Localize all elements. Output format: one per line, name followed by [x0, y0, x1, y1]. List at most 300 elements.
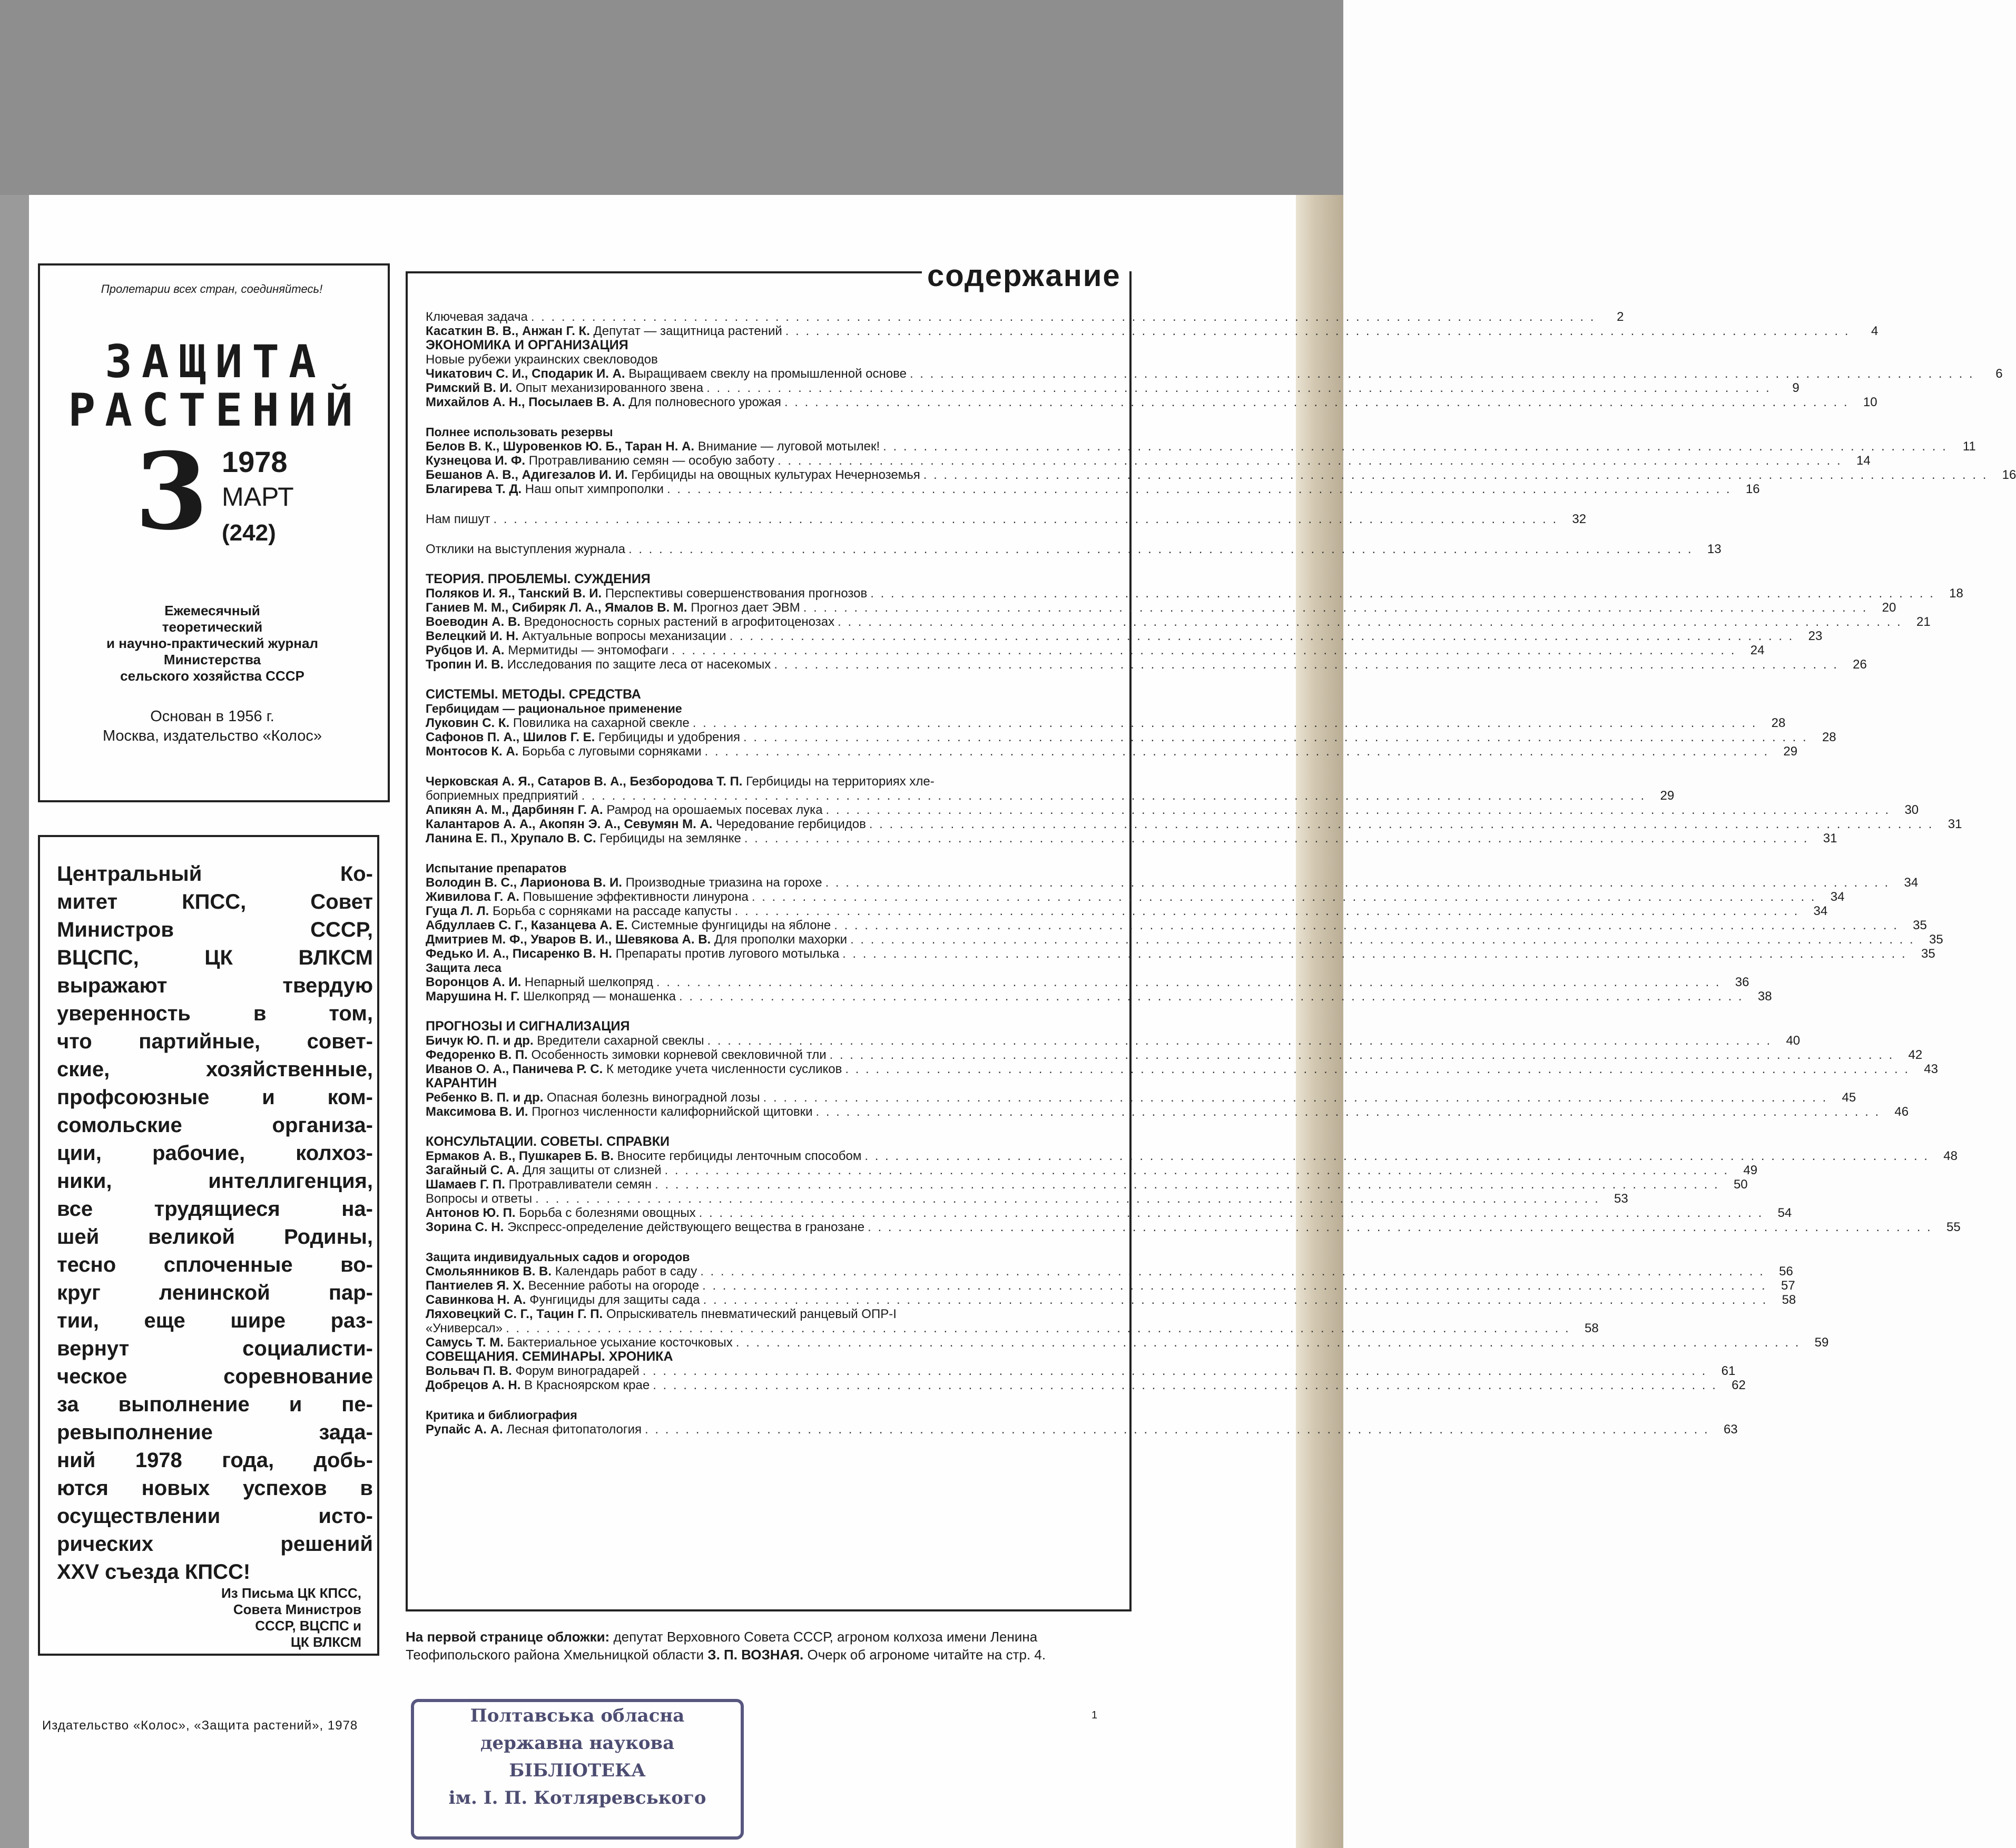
description-line: сельского хозяйства СССР [120, 668, 304, 684]
toc-entry-text [426, 439, 880, 454]
toc-leader-dots [535, 1192, 1600, 1206]
toc-subheading: Новые рубежи украинских свекловодов [426, 352, 658, 367]
toc-entry-title: Исследования по защите леса от насекомых [507, 657, 771, 672]
toc-entry [426, 643, 1765, 657]
toc-page-number: 16 [1745, 482, 1760, 496]
toc-entry-text [426, 1206, 696, 1220]
toc-entry-title: К методике учета численности сусликов [606, 1062, 842, 1076]
toc-entry-authors: Шамаев Г. П. [426, 1177, 505, 1192]
toc-leader-dots [653, 1378, 1717, 1392]
toc-entry [426, 482, 1760, 496]
appeal-line: тии, еще шире раз- [57, 1309, 373, 1332]
library-stamp [411, 1699, 744, 1840]
toc-entry-title: Отклики на выступления журнала [426, 542, 625, 556]
toc-entry [426, 1293, 1796, 1307]
toc-entry-title: Особенность зимовки корневой свекловичной тли [531, 1048, 827, 1062]
toc-leader-dots [706, 381, 1771, 395]
toc-entry-title: Мермитиды — энтомофаги [508, 643, 668, 657]
toc-entry [426, 876, 1919, 890]
toc-page-number: 2 [1617, 310, 1624, 324]
toc-page-number: 63 [1723, 1422, 1738, 1437]
toc-entry [426, 1279, 1795, 1293]
toc-entry [426, 324, 1879, 338]
toc-entry [426, 1321, 1599, 1335]
toc-gap [426, 1392, 1105, 1408]
toc-entry-authors: Смольянников В. В. [426, 1264, 552, 1279]
toc-page-number: 57 [1781, 1279, 1795, 1293]
toc-entry [426, 629, 1823, 643]
toc-page-number: 45 [1842, 1090, 1856, 1105]
toc-entry-text [426, 1378, 650, 1392]
toc-entry [426, 789, 1675, 803]
toc-leader-dots [693, 716, 1757, 730]
toc-entry-title: Перспективы совершенствования прогнозов [605, 586, 868, 601]
issue-month: МАРТ [222, 482, 294, 512]
toc-entry-text [426, 643, 668, 657]
toc-page-number: 61 [1721, 1364, 1736, 1378]
toc-entry [426, 1149, 1958, 1163]
toc-entry [426, 1177, 1748, 1192]
toc-leader-dots [700, 1264, 1765, 1279]
toc-leader-dots [864, 1149, 1929, 1163]
appeal-line: ВЦСПС, ЦК ВЛКСМ [57, 946, 373, 969]
toc-leader-dots [531, 310, 1596, 324]
toc-gap [426, 496, 1105, 512]
toc-leader-dots [868, 1220, 1932, 1234]
appeal-line: уверенность в том, [57, 1002, 373, 1025]
cover-note-text: депутат Верховного Совета СССР, агроном колхоза имени Ленина Теофипольского района Хмельницкой области [406, 1629, 1038, 1663]
toc-entry [426, 904, 1828, 918]
table-of-contents [426, 310, 2016, 1437]
toc-page-number: 4 [1871, 324, 1879, 338]
toc-leader-dots [645, 1422, 1709, 1437]
toc-entry-title: Опыт механизированного звена [516, 381, 704, 395]
toc-entry-title: Гербициды на территориях хле- [746, 774, 935, 789]
toc-entry-text [426, 1307, 897, 1321]
toc-entry-authors: Загайный С. А. [426, 1163, 519, 1177]
appeal-line: рических решений [57, 1532, 373, 1556]
appeal-line: XXV съезда КПСС! [57, 1560, 251, 1584]
toc-entry-title: Повилика на сахарной свекле [513, 716, 690, 730]
toc-gap [426, 409, 1105, 425]
toc-entry-text [426, 586, 867, 601]
appeal-source-line: Совета Министров [233, 1601, 361, 1617]
appeal-line: Министров СССР, [57, 918, 373, 941]
toc-leader-dots [735, 904, 1799, 918]
toc-page-number: 43 [1924, 1062, 1938, 1076]
toc-entry-title: Препараты против лугового мотылька [615, 947, 840, 961]
toc-entry [426, 890, 1845, 904]
toc-leader-dots [730, 629, 1794, 643]
toc-leader-dots [816, 1105, 1881, 1119]
toc-entry-authors: Федоренко В. П. [426, 1048, 528, 1062]
toc-leader-dots [834, 918, 1899, 932]
toc-entry-text [426, 1293, 700, 1307]
toc-leader-dots [656, 975, 1721, 989]
toc-entry-text [426, 367, 907, 381]
toc-leader-dots [703, 1293, 1768, 1307]
toc-entry-authors: Благирева Т. Д. [426, 482, 522, 496]
toc-page-number: 58 [1782, 1293, 1796, 1307]
toc-entry-text [426, 1335, 733, 1350]
toc-entry-text [426, 1048, 827, 1062]
toc-gap [426, 526, 1105, 542]
toc-subsection-heading: Критика и библиография [426, 1408, 577, 1422]
toc-entry-authors: Луковин С. К. [426, 716, 510, 730]
toc-entry-title: Гербициды на землянке [599, 831, 741, 846]
toc-page-number: 29 [1660, 789, 1675, 803]
toc-leader-dots [628, 542, 1693, 556]
toc-page-number: 31 [1948, 817, 1962, 831]
toc-page-number: 50 [1733, 1177, 1748, 1192]
toc-entry-authors: Михайлов А. Н., Посылаев В. А. [426, 395, 625, 409]
scan-left-edge [0, 195, 29, 1848]
toc-page-number: 29 [1783, 744, 1798, 759]
toc-entry-title: Вредители сахарной свеклы [537, 1034, 704, 1048]
toc-entry [426, 975, 1749, 989]
toc-leader-dots [494, 512, 1558, 526]
stamp-line: БІБЛІОТЕКА [509, 1760, 646, 1781]
toc-page-number: 28 [1771, 716, 1786, 730]
appeal-line: ются новых успехов в [57, 1477, 373, 1500]
toc-entry-text [426, 542, 625, 556]
journal-title-line1: ЗАЩИТА [105, 336, 326, 388]
toc-entry [426, 1163, 1758, 1177]
toc-leader-dots [582, 789, 1646, 803]
toc-entry [426, 947, 1935, 961]
toc-page-number: 35 [1913, 918, 1927, 932]
appeal-source-line: Из Письма ЦК КПСС, [221, 1585, 361, 1601]
toc-entry [426, 989, 1772, 1004]
cover-note-label: На первой странице обложки: [406, 1629, 610, 1645]
toc-entry-title: Внимание — луговой мотылек! [697, 439, 880, 454]
toc-entry-title: Вредоносность сорных растений в агрофитоценозах [524, 615, 835, 629]
founded-year: Основан в 1956 г. [150, 708, 274, 725]
toc-page-number: 32 [1572, 512, 1587, 526]
toc-leader-dots [803, 601, 1868, 615]
toc-subsection-heading: Защита индивидуальных садов и огородов [426, 1250, 690, 1264]
appeal-line: профсоюзные и ком- [57, 1086, 373, 1109]
toc-page-number: 34 [1830, 890, 1845, 904]
toc-entry-text [426, 904, 732, 918]
toc-entry-text [426, 789, 578, 803]
toc-entry-text [426, 1422, 642, 1437]
toc-entry-title: Актуальные вопросы механизации [522, 629, 726, 643]
toc-entry-text [426, 454, 774, 468]
toc-entry-authors: Ганиев М. М., Сибиряк Л. А., Ямалов В. М. [426, 601, 687, 615]
toc-entry [426, 395, 1877, 409]
toc-gap [426, 556, 1105, 572]
toc-entry-text [426, 310, 528, 324]
toc-entry-text [426, 932, 847, 947]
toc-entry-text [426, 716, 690, 730]
toc-entry-title: Гербициды и удобрения [598, 730, 741, 744]
toc-leader-dots [707, 1034, 1772, 1048]
appeal-line: тесно сплоченные во- [57, 1253, 373, 1276]
toc-entry-text [426, 482, 664, 496]
toc-entry-authors: Поляков И. Я., Танский В. И. [426, 586, 602, 601]
toc-entry-title: Лесная фитопатология [506, 1422, 642, 1437]
toc-entry-authors: Марушина Н. Г. [426, 989, 520, 1004]
toc-entry-authors: Самусь Т. М. [426, 1335, 504, 1350]
toc-entry-title: Форум виноградарей [515, 1364, 640, 1378]
toc-gap [426, 1119, 1105, 1135]
toc-page-number: 59 [1814, 1335, 1829, 1350]
toc-entry-text [426, 1264, 697, 1279]
appeal-box [38, 835, 379, 1656]
appeal-line: выражают твердую [57, 974, 373, 997]
toc-entry-title: Системные фунгициды на яблоне [631, 918, 831, 932]
toc-entry-text [426, 803, 823, 817]
toc-entry [426, 1105, 1909, 1119]
toc-entry-text [426, 468, 920, 482]
toc-entry-authors: Иванов О. А., Паничева Р. С. [426, 1062, 603, 1076]
appeal-line: круг ленинской пар- [57, 1281, 373, 1304]
toc-entry-authors: Бичук Ю. П. и др. [426, 1034, 534, 1048]
toc-entry-text [426, 1364, 640, 1378]
toc-leader-dots [826, 803, 1891, 817]
toc-entry [426, 817, 1962, 831]
appeal-line: ские, хозяйственные, [57, 1058, 373, 1081]
toc-entry-authors: Калантаров А. А., Акопян Э. А., Севумян М. А. [426, 817, 713, 831]
toc-entry [426, 439, 1976, 454]
toc-entry [426, 454, 1871, 468]
toc-entry-title: Гербициды на овощных культурах Нечерноземья [631, 468, 920, 482]
appeal-line: все трудящиеся на- [57, 1197, 373, 1221]
toc-entry [426, 1034, 1801, 1048]
toc-section-heading: СИСТЕМЫ. МЕТОДЫ. СРЕДСТВА [426, 687, 641, 702]
toc-page-number: 58 [1584, 1321, 1599, 1335]
toc-leader-dots [923, 468, 1988, 482]
toc-entry-text [426, 657, 771, 672]
toc-entry-authors: Зорина С. Н. [426, 1220, 504, 1234]
toc-entry-title: Бактериальное усыхание косточковых [507, 1335, 733, 1350]
toc-entry [426, 615, 1931, 629]
toc-leader-dots [910, 367, 1974, 381]
founded-info [40, 707, 385, 746]
toc-subsection-heading: Гербицидам — рациональное применение [426, 702, 682, 715]
toc-entry-authors: Рупайс А. А. [426, 1422, 503, 1437]
toc-page-number: 6 [1995, 367, 2003, 381]
toc-leader-dots [702, 1279, 1767, 1293]
toc-page-number: 10 [1863, 395, 1877, 409]
toc-entry-text [426, 947, 839, 961]
toc-page-number: 42 [1908, 1048, 1923, 1062]
description-line: теоретический [162, 619, 263, 635]
toc-entry-authors: Тропин И. В. [426, 657, 504, 672]
toc-leader-dots [830, 1048, 1894, 1062]
toc-entry [426, 1364, 1736, 1378]
toc-entry-authors: Римский В. И. [426, 381, 513, 395]
toc-entry-title: Вопросы и ответы [426, 1192, 533, 1206]
toc-entry-text [426, 989, 676, 1004]
toc-entry [426, 831, 1837, 846]
toc-entry [426, 1378, 1746, 1392]
toc-entry [426, 1422, 1738, 1437]
toc-entry-text [426, 1105, 813, 1119]
toc-entry-authors: Вольвач П. В. [426, 1364, 512, 1378]
toc-entry-title: Для прополки махорки [714, 932, 848, 947]
toc-entry-title: В Красноярском крае [524, 1378, 650, 1392]
toc-entry-text [426, 601, 800, 615]
toc-gap [426, 759, 1105, 774]
issue-total: (242) [222, 520, 276, 546]
toc-page-number: 62 [1732, 1378, 1746, 1392]
appeal-line: за выполнение и пе- [57, 1393, 373, 1416]
toc-entry [426, 1307, 1105, 1321]
appeal-line: ники, интеллигенция, [57, 1169, 373, 1193]
toc-entry-authors: Ребенко В. П. и др. [426, 1090, 544, 1105]
toc-entry-title: Борьба с луговыми сорняками [522, 744, 702, 759]
toc-leader-dots [870, 586, 1935, 601]
toc-leader-dots [672, 643, 1736, 657]
toc-entry-text [426, 831, 741, 846]
toc-entry-text [426, 629, 726, 643]
toc-entry-text [426, 744, 702, 759]
toc-entry [426, 1264, 1793, 1279]
toc-entry [426, 1192, 1628, 1206]
toc-leader-dots [679, 989, 1744, 1004]
toc-entry-authors: Бешанов А. В., Адигезалов И. И. [426, 468, 628, 482]
toc-entry-title: Выращиваем свеклу на промышленной основе [628, 367, 907, 381]
toc-entry-authors: Володин В. С., Ларионова В. И. [426, 876, 622, 890]
toc-entry [426, 601, 1896, 615]
toc-entry-text [426, 975, 653, 989]
toc-entry-text [426, 395, 781, 409]
toc-entry-authors: Добрецов А. Н. [426, 1378, 521, 1392]
toc-entry-title: Весенние работы на огороде [528, 1279, 700, 1293]
toc-leader-dots [664, 1163, 1729, 1177]
toc-page-number: 36 [1735, 975, 1749, 989]
toc-entry-text [426, 876, 822, 890]
toc-entry-text [426, 730, 740, 744]
toc-gap [426, 846, 1105, 861]
issue-year: 1978 [222, 445, 288, 478]
toc-page-number: 46 [1894, 1105, 1909, 1119]
toc-entry-authors: Касаткин В. В., Анжан Г. К. [426, 324, 590, 338]
toc-subsection-heading: Полнее использовать резервы [426, 425, 613, 439]
toc-entry [426, 1048, 1923, 1062]
toc-entry [426, 716, 1786, 730]
cover-note-tail: Очерк об агрономе читайте на стр. 4. [807, 1647, 1046, 1663]
toc-entry-text [426, 1163, 661, 1177]
appeal-source-line: ЦК ВЛКСМ [290, 1634, 361, 1650]
toc-section-heading: ТЕОРИЯ. ПРОБЛЕМЫ. СУЖДЕНИЯ [426, 572, 651, 586]
toc-entry-authors: Белов В. К., Шуровенков Ю. Б., Таран Н. А. [426, 439, 695, 454]
publisher: Москва, издательство «Колос» [102, 728, 322, 744]
toc-entry-title: Повышение эффективности линурона [523, 890, 749, 904]
toc-entry-authors: Монтосов К. А. [426, 744, 519, 759]
toc-leader-dots [752, 890, 1816, 904]
toc-leader-dots [785, 324, 1850, 338]
toc-leader-dots [763, 1090, 1828, 1105]
toc-page-number: 20 [1882, 601, 1896, 615]
toc-entry [426, 1335, 1829, 1350]
toc-leader-dots [506, 1321, 1570, 1335]
toc-entry [426, 657, 1867, 672]
toc-entry-authors: Воронцов А. И. [426, 975, 522, 989]
toc-page-number: 21 [1916, 615, 1931, 629]
toc-entry-authors: Абдуллаев С. Г., Казанцева А. Е. [426, 918, 628, 932]
toc-leader-dots [845, 1062, 1910, 1076]
toc-entry-title: Наш опыт химпрополки [525, 482, 664, 496]
toc-entry-authors: Апикян А. М., Дарбинян Г. А. [426, 803, 603, 817]
toc-entry-text [426, 615, 834, 629]
toc-leader-dots [705, 744, 1769, 759]
toc-gap [426, 672, 1105, 687]
toc-page-number: 54 [1777, 1206, 1792, 1220]
toc-entry-authors: Ляховецкий С. Г., Тацин Г. П. [426, 1307, 603, 1321]
toc-entry [426, 1090, 1856, 1105]
toc-entry-title: Прогноз численности калифорнийской щитовки [532, 1105, 813, 1119]
toc-page-number: 16 [2002, 468, 2016, 482]
toc-entry [426, 730, 1836, 744]
toc-entry [426, 744, 1798, 759]
toc-entry-title: Опрыскиватель пневматический ранцевый ОПР-I [606, 1307, 897, 1321]
toc-section-heading: СОВЕЩАНИЯ. СЕМИНАРЫ. ХРОНИКА [426, 1349, 673, 1364]
toc-gap [426, 1004, 1105, 1019]
toc-entry-title: Непарный шелкопряд [524, 975, 653, 989]
description-line: Министерства [163, 652, 261, 667]
toc-entry-title: Фунгициды для защиты сада [529, 1293, 700, 1307]
toc-entry-text [426, 817, 866, 831]
toc-leader-dots [743, 730, 1808, 744]
toc-section-heading: ЭКОНОМИКА И ОРГАНИЗАЦИЯ [426, 338, 628, 352]
toc-entry-title: Рамрод на орошаемых посевах лука [606, 803, 823, 817]
toc-entry-authors: Кузнецова И. Ф. [426, 454, 526, 468]
toc-entry [426, 310, 1624, 324]
toc-entry-title: Борьба с сорняками на рассаде капусты [492, 904, 732, 918]
toc-entry-text [426, 381, 703, 395]
toc-entry-text [426, 918, 831, 932]
toc-leader-dots [842, 947, 1907, 961]
toc-entry-title: «Универсал» [426, 1321, 503, 1335]
toc-section-heading: КАРАНТИН [426, 1076, 497, 1090]
cover-note-name: З. П. ВОЗНАЯ. [707, 1647, 804, 1663]
toc-entry-title: Ключевая задача [426, 310, 528, 324]
toc-entry [426, 932, 1943, 947]
appeal-source-line: СССР, ВЦСПС и [255, 1618, 361, 1634]
toc-entry-text [426, 1177, 652, 1192]
toc-page-number: 9 [1792, 381, 1799, 395]
toc-page-number: 28 [1822, 730, 1836, 744]
appeal-line: Центральный Ко- [57, 862, 373, 886]
toc-section-heading: ПРОГНОЗЫ И СИГНАЛИЗАЦИЯ [426, 1019, 630, 1034]
toc-leader-dots [850, 932, 1915, 947]
toc-page-number: 48 [1943, 1149, 1958, 1163]
toc-entry [426, 1220, 1961, 1234]
toc-entry-authors: Савинкова Н. А. [426, 1293, 526, 1307]
toc-entry-text [426, 890, 749, 904]
appeal-line: ний 1978 года, добь- [57, 1449, 373, 1472]
toc-leader-dots [883, 439, 1948, 454]
toc-entry-text [426, 1192, 532, 1206]
appeal-line: ревыполнение зада- [57, 1421, 373, 1444]
toc-page-number: 53 [1614, 1192, 1628, 1206]
description-line: и научно-практический журнал [106, 635, 318, 651]
appeal-line: осуществлении исто- [57, 1505, 373, 1528]
toc-entry-authors: Гуща Л. Л. [426, 904, 489, 918]
toc-entry-authors: Пантиелев Я. Х. [426, 1279, 525, 1293]
toc-page-number: 11 [1962, 439, 1976, 454]
appeal-line: ции, рабочие, колхоз- [57, 1142, 373, 1165]
journal-title-line2: РАСТЕНИЙ [68, 384, 362, 437]
toc-entry-title: Для полновесного урожая [628, 395, 781, 409]
toc-leader-dots [699, 1206, 1764, 1220]
toc-entry-text [426, 1090, 760, 1105]
toc-page-number: 55 [1946, 1220, 1961, 1234]
toc-entry [426, 367, 2003, 381]
